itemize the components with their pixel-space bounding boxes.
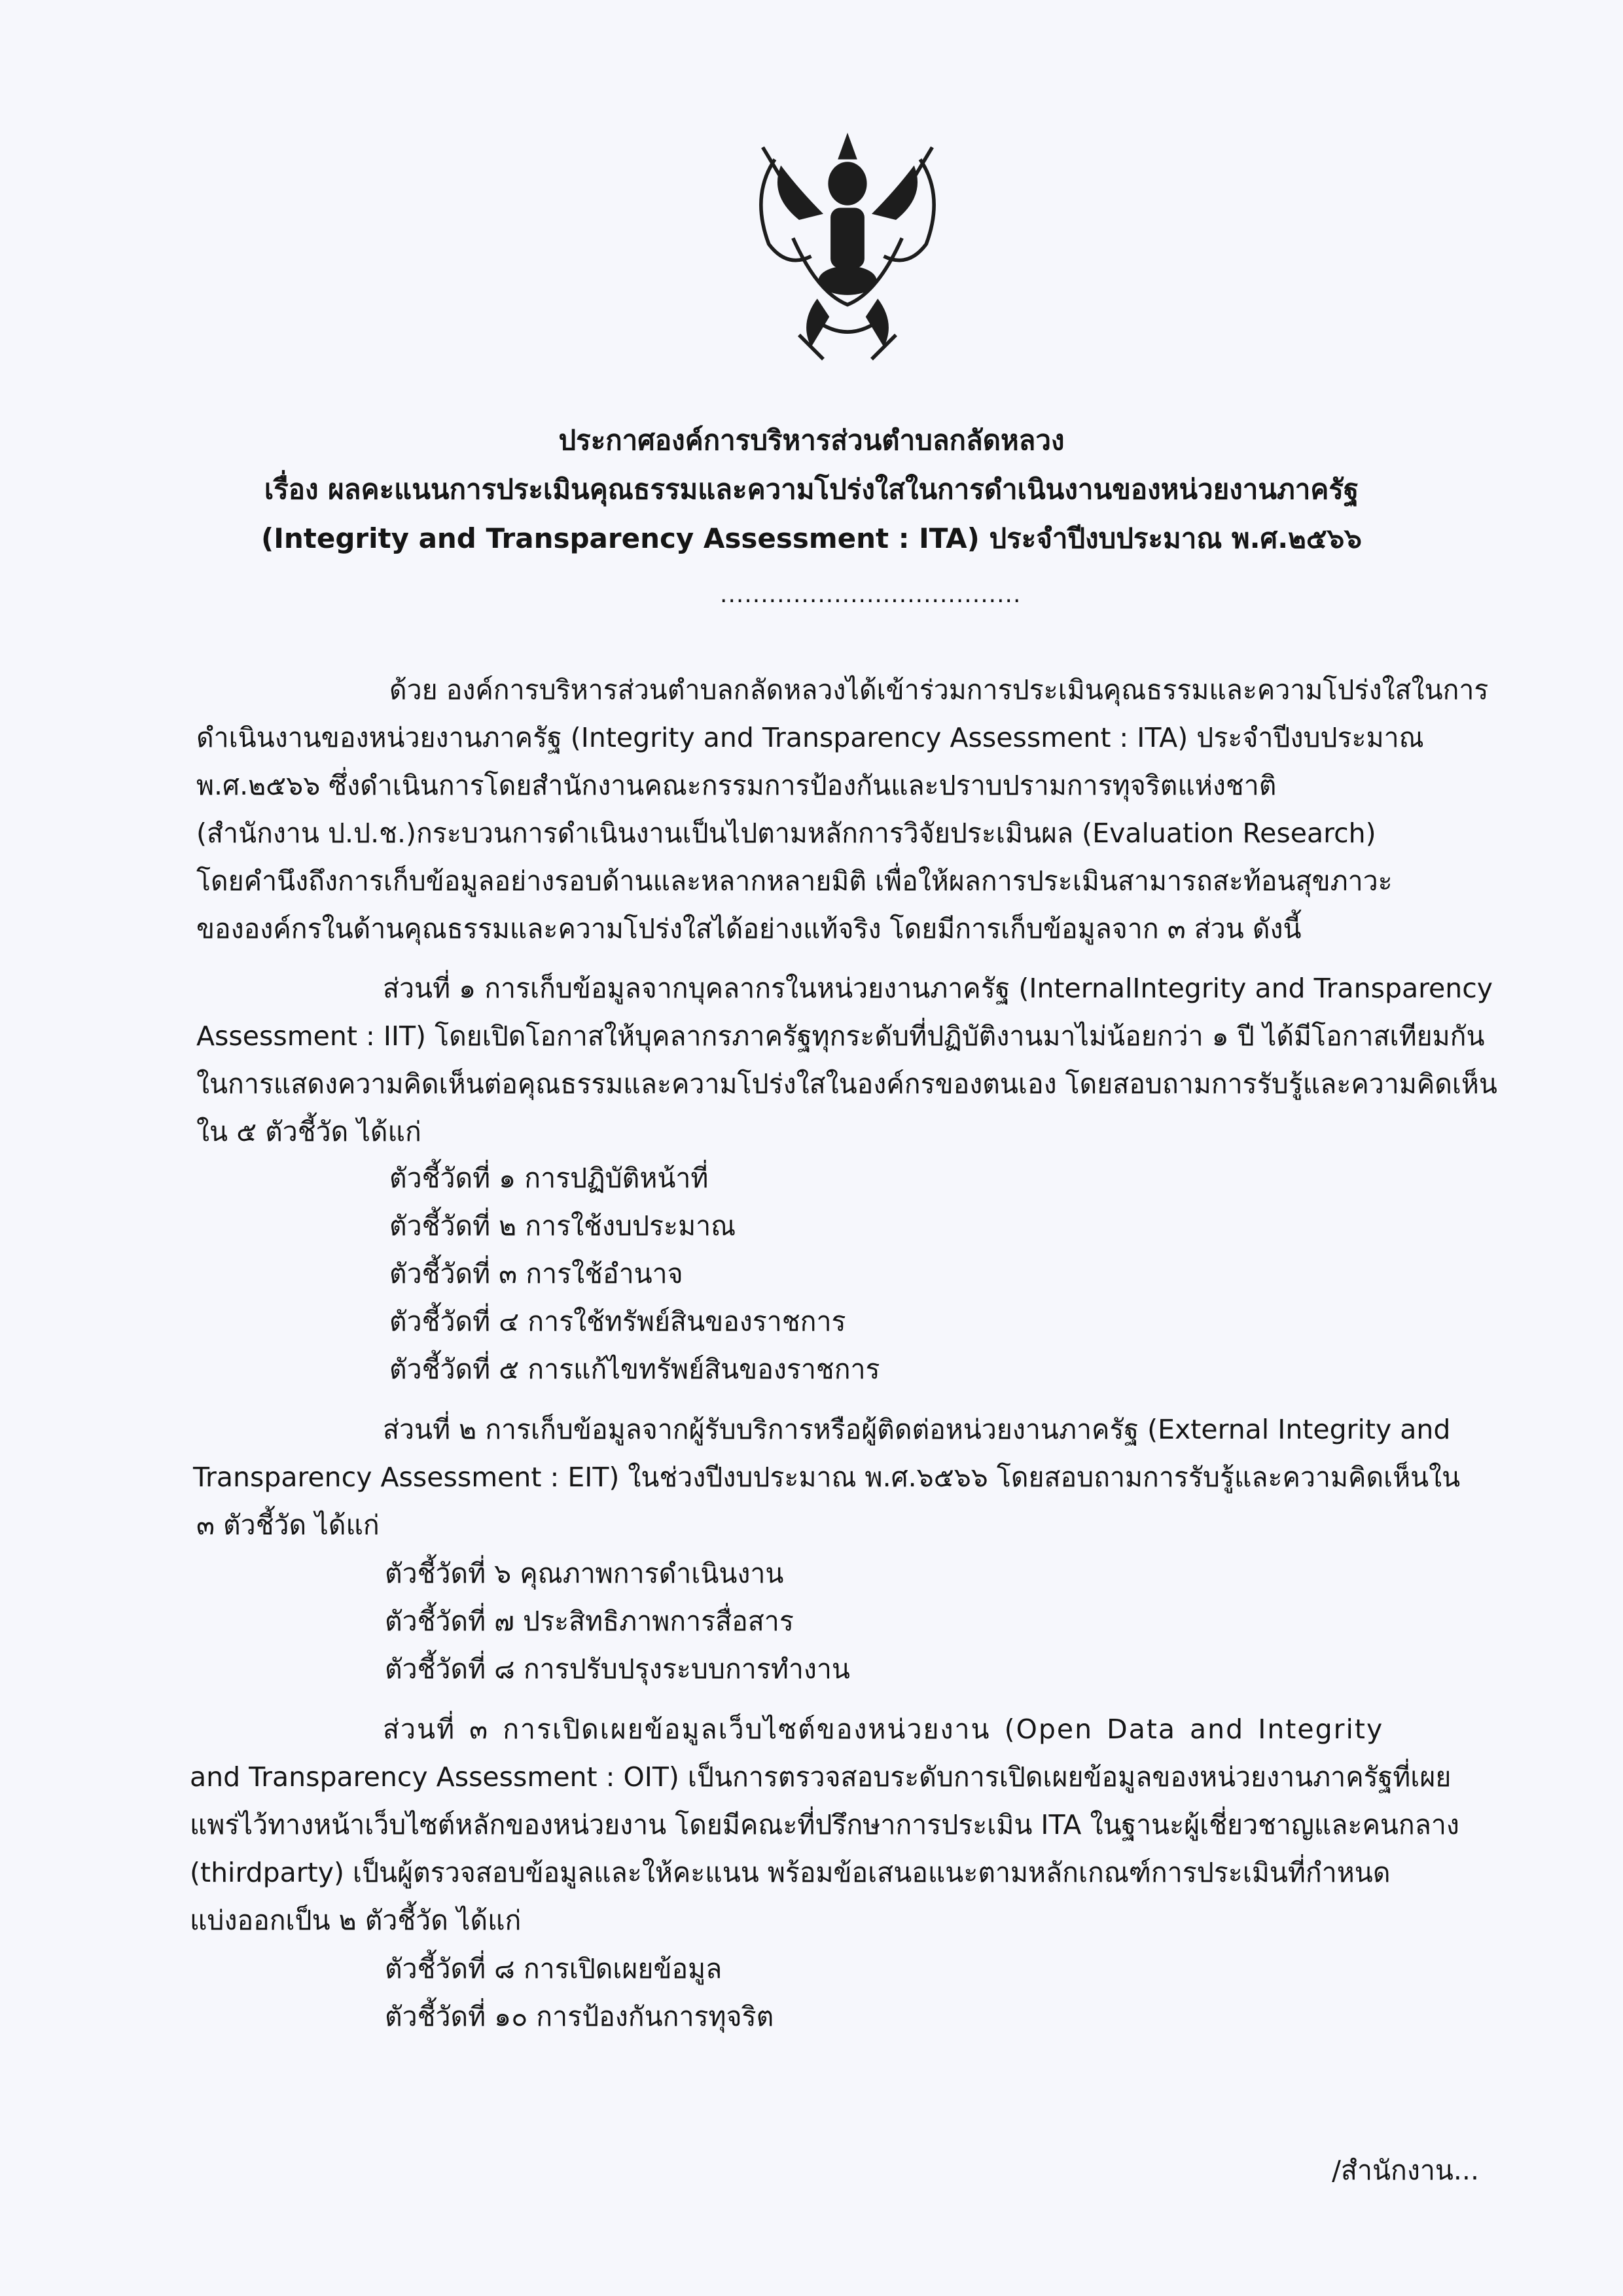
body-line: แบ่งออกเป็น ๒ ตัวชี้วัด ได้แก่ [190, 1905, 522, 1936]
announcement-org-title: ประกาศองค์การบริหารส่วนตำบลกลัดหลวง [558, 424, 1065, 456]
body-line: ขององค์กรในด้านคุณธรรมและความโปร่งใสได้อย่างแท้จริง โดยมีการเก็บข้อมูลจาก ๓ ส่วน ดังนี้ [196, 913, 1302, 944]
body-line: ส่วนที่ ๒ การเก็บข้อมูลจากผู้รับบริการหรือผู้ติดต่อหน่วยงานภาครัฐ (External Integrity and [383, 1414, 1451, 1445]
indicator-item: ตัวชี้วัดที่ ๔ การใช้ทรัพย์สินของราชการ [389, 1306, 846, 1337]
body-line: พ.ศ.๒๕๖๖ ซึ่งดำเนินการโดยสำนักงานคณะกรรมการป้องกันและปราบปรามการทุจริตแห่งชาติ [196, 770, 1277, 801]
announcement-subject: เรื่อง ผลคะแนนการประเมินคุณธรรมและความโปร่งใสในการดำเนินงานของหน่วยงานภาครัฐ [264, 473, 1359, 505]
body-line: (สำนักงาน ป.ป.ช.)กระบวนการดำเนินงานเป็นไปตามหลักการวิจัยประเมินผล (Evaluation Research) [196, 817, 1376, 849]
body-line: โดยคำนึงถึงการเก็บข้อมูลอย่างรอบด้านและหลากหลายมิติ เพื่อให้ผลการประเมินสามารถสะท้อนสุขภาวะ [196, 865, 1393, 897]
body-line: and Transparency Assessment : OIT) เป็นการตรวจสอบระดับการเปิดเผยข้อมูลของหน่วยงานภาครัฐที่เผย [190, 1761, 1452, 1793]
indicator-item: ตัวชี้วัดที่ ๕ การแก้ไขทรัพย์สินของราชการ [389, 1354, 880, 1385]
announcement-subject-english: (Integrity and Transparency Assessment : ITA) ประจำปีงบประมาณ พ.ศ.๒๕๖๖ [261, 522, 1362, 554]
body-line: ส่วนที่ ๑ การเก็บข้อมูลจากบุคลากรในหน่วยงานภาครัฐ (InternalIntegrity and Transparency [383, 973, 1493, 1004]
indicator-item: ตัวชี้วัดที่ ๑๐ การป้องกันการทุจริต [385, 2001, 774, 2032]
body-line: ด้วย องค์การบริหารส่วนตำบลกลัดหลวงได้เข้าร่วมการประเมินคุณธรรมและความโปร่งใสในการ [389, 674, 1489, 706]
garuda-emblem [726, 123, 969, 365]
page-continuation-note: /สำนักงาน... [1332, 2155, 1479, 2186]
indicator-item: ตัวชี้วัดที่ ๑ การปฏิบัติหน้าที่ [389, 1162, 709, 1194]
indicator-item: ตัวชี้วัดที่ ๘ การเปิดเผยข้อมูล [385, 1953, 722, 1984]
body-line: (thirdparty) เป็นผู้ตรวจสอบข้อมูลและให้คะแนน พร้อมข้อเสนอแนะตามหลักเกณฑ์การประเมินที่กำหนด [190, 1857, 1391, 1888]
body-line: ดำเนินงานของหน่วยงานภาครัฐ (Integrity and Transparency Assessment : ITA) ประจำปีงบประมาณ [196, 722, 1424, 753]
body-line: Transparency Assessment : EIT) ในช่วงปีงบประมาณ พ.ศ.๖๕๖๖ โดยสอบถามการรับรู้และความคิดเห็นใน [193, 1462, 1461, 1493]
body-line: ส่วนที่ ๓ การเปิดเผยข้อมูลเว็บไซต์ของหน่วยงาน (Open Data and Integrity [383, 1713, 1384, 1745]
body-line: ๓ ตัวชี้วัด ได้แก่ [196, 1509, 380, 1541]
indicator-item: ตัวชี้วัดที่ ๘ การปรับปรุงระบบการทำงาน [385, 1653, 850, 1685]
body-line: แพร่ไว้ทางหน้าเว็บไซต์หลักของหน่วยงาน โดยมีคณะที่ปรึกษาการประเมิน ITA ในฐานะผู้เชี่ยวชาญและคนกลาง [190, 1809, 1459, 1840]
body-line: ในการแสดงความคิดเห็นต่อคุณธรรมและความโปร่งใสในองค์กรของตนเอง โดยสอบถามการรับรู้และความคิดเห็น [196, 1068, 1497, 1100]
body-line: Assessment : IIT) โดยเปิดโอกาสให้บุคลากรภาครัฐทุกระดับที่ปฏิบัติงานมาไม่น้อยกว่า ๑ ปี ได้มีโอกาสเทียมกัน [196, 1020, 1485, 1052]
separator-dots: ..................................... [720, 581, 1022, 608]
indicator-item: ตัวชี้วัดที่ ๒ การใช้งบประมาณ [389, 1210, 736, 1242]
body-line: ใน ๕ ตัวชี้วัด ได้แก่ [196, 1116, 421, 1147]
indicator-item: ตัวชี้วัดที่ ๓ การใช้อำนาจ [389, 1258, 683, 1289]
indicator-item: ตัวชี้วัดที่ ๗ ประสิทธิภาพการสื่อสาร [385, 1605, 794, 1637]
indicator-item: ตัวชี้วัดที่ ๖ คุณภาพการดำเนินงาน [385, 1558, 784, 1589]
